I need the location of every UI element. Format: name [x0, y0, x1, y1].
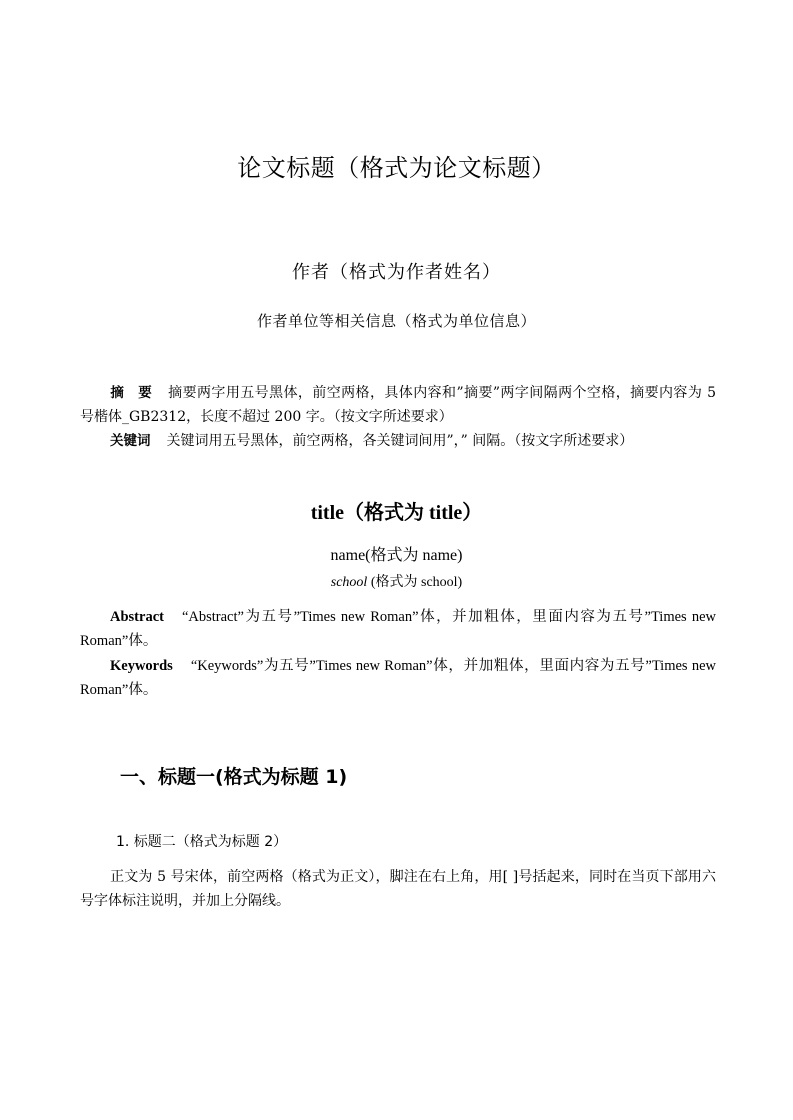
keywords-en-label: Keywords — [110, 658, 173, 674]
school-en-italic: school — [330, 575, 368, 590]
heading-level-1: 一、标题一(格式为标题 1) — [120, 766, 348, 788]
keywords-en-text: “Keywords”为五号”Times new Roman”体，并加粗体，里面内容为五号”Times new Roman”体。 — [80, 658, 716, 698]
school-en — [0, 571, 793, 591]
school-en-rest: (格式为 school) — [367, 575, 463, 590]
keywords-cn-label: 关键词 — [110, 433, 151, 449]
keywords-en — [80, 654, 716, 702]
abstract-en — [80, 605, 716, 653]
paper-title-cn: 论文标题（格式为论文标题） — [237, 154, 556, 182]
keywords-cn-text: 关键词用五号黑体，前空两格，各关键词间用”，” 间隔。（按文字所述要求） — [166, 433, 634, 449]
author-name-en: name(格式为 name) — [330, 547, 463, 564]
paper-title-en: title（格式为 title） — [310, 502, 483, 524]
author-affiliation-cn: 作者单位等相关信息（格式为单位信息） — [256, 312, 536, 330]
abstract-en-label: Abstract — [110, 609, 164, 625]
heading-level-2: 1. 标题二（格式为标题 2） — [116, 834, 288, 850]
body-paragraph — [80, 865, 716, 913]
abstract-en-text: “Abstract”为五号”Times new Roman”体，并加粗体，里面内容为五号”Times new Roman”体。 — [80, 609, 716, 649]
body-paragraph-text: 正文为 5 号宋体，前空两格（格式为正文），脚注在右上角，用[ ]号括起来，同时在当页下部用六号字体标注说明，并加上分隔线。 — [80, 869, 716, 909]
keywords-cn — [80, 429, 716, 453]
abstract-cn — [80, 381, 716, 429]
abstract-cn-label: 摘 要 — [110, 385, 153, 401]
author-name-cn: 作者（格式为作者姓名） — [292, 262, 501, 283]
abstract-cn-text: 摘要两字用五号黑体，前空两格，具体内容和”摘要”两字间隔两个空格，摘要内容为 5 号楷体_GB2312，长度不超过 200 字。（按文字所述要求） — [80, 385, 717, 425]
